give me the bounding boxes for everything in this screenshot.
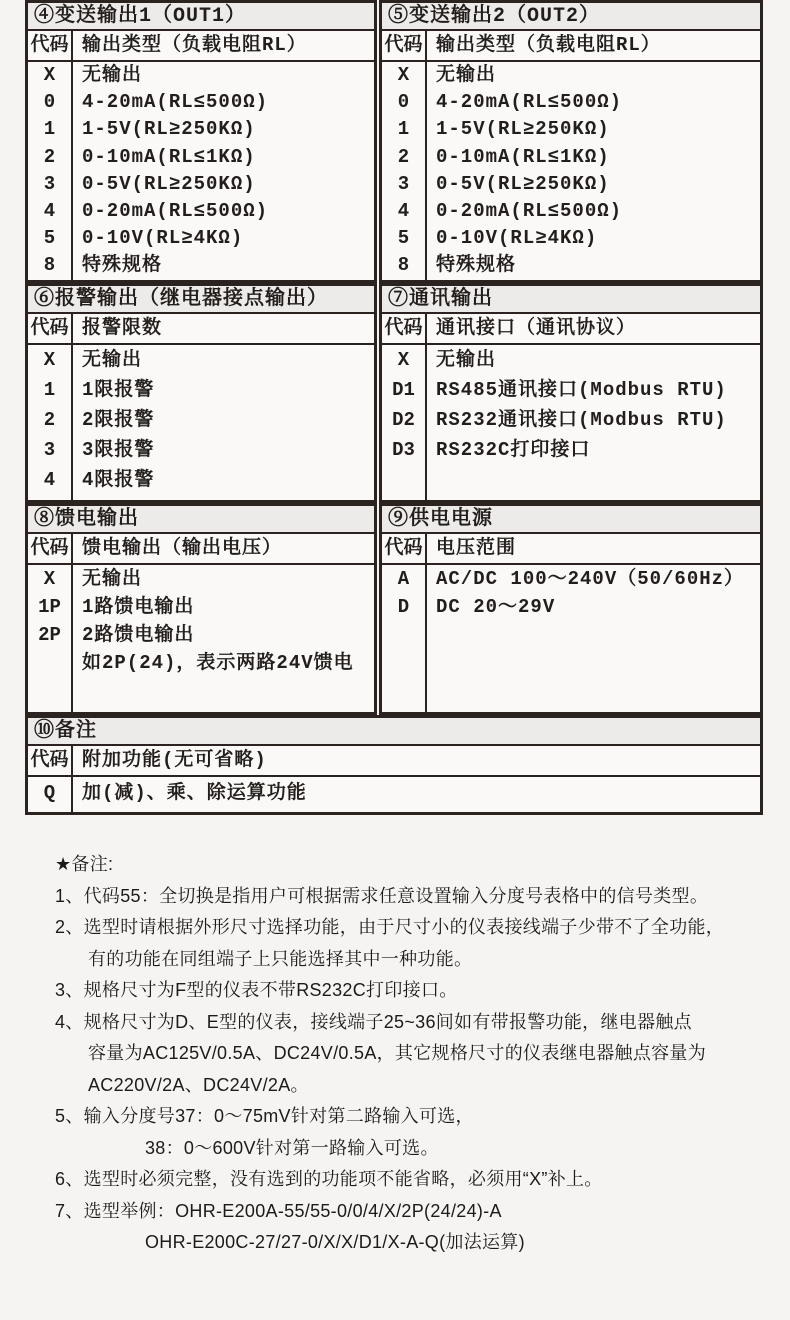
- table-title: ⑤变送输出2（OUT2）: [382, 3, 760, 31]
- code-cell: 4: [43, 469, 56, 491]
- code-cell: X: [397, 349, 410, 371]
- table-title: ⑦通讯输出: [382, 286, 760, 314]
- code-cell: 5: [43, 227, 56, 250]
- table-alarm-output: [25, 283, 377, 503]
- desc-column-header: 电压范围: [436, 537, 517, 559]
- table-title: ⑧馈电输出: [28, 506, 374, 534]
- desc-cell: 4-20mA(RL≤500Ω): [82, 91, 269, 114]
- code-cell: 0: [397, 91, 410, 114]
- desc-cell: 1路馈电输出: [82, 596, 195, 618]
- selection-tables: [25, 0, 763, 815]
- desc-cell: DC 20～29V: [436, 596, 556, 618]
- table-remark: [25, 715, 763, 815]
- code-column: [382, 62, 427, 280]
- note-line: 容量为AC125V/0.5A、DC24V/0.5A，其它规格尺寸的仪表继电器触点容量为: [88, 1043, 707, 1063]
- desc-cell: 无输出: [82, 64, 143, 86]
- desc-column-header: 输出类型（负载电阻RL）: [436, 34, 661, 56]
- code-cell: D3: [392, 439, 415, 461]
- desc-cell: 加(减)、乘、除运算功能: [82, 782, 307, 804]
- note-line: ★备注:: [55, 854, 114, 874]
- code-column-header: 代码: [28, 534, 73, 563]
- desc-cell: 0-20mA(RL≤500Ω): [436, 199, 623, 222]
- code-column: [28, 345, 73, 500]
- code-cell: 5: [397, 227, 410, 250]
- desc-cell: RS232通讯接口(Modbus RTU): [436, 409, 727, 431]
- code-column-header: 代码: [28, 31, 73, 60]
- desc-column: [73, 777, 760, 812]
- desc-cell: 无输出: [436, 64, 497, 86]
- code-cell: 2P: [38, 624, 61, 646]
- desc-cell: RS485通讯接口(Modbus RTU): [436, 379, 727, 401]
- code-column: [28, 62, 73, 280]
- desc-column-header: 馈电输出（输出电压）: [82, 537, 283, 559]
- desc-cell: 1-5V(RL≥250KΩ): [82, 118, 256, 141]
- note-line: 1、代码55：全切换是指用户可根据需求任意设置输入分度号表格中的信号类型。: [55, 885, 709, 906]
- table-out2: [379, 0, 763, 283]
- code-cell: 3: [397, 172, 410, 195]
- note-line: 6、选型时必须完整，没有选到的功能项不能省略，必须用“X”补上。: [55, 1169, 603, 1189]
- code-cell: D1: [392, 379, 415, 401]
- desc-column: [73, 345, 374, 500]
- table-feed-output: [25, 503, 377, 715]
- desc-cell: 无输出: [436, 349, 497, 371]
- code-cell: 4: [397, 199, 410, 222]
- table-comm-output: [379, 283, 763, 503]
- code-cell: 1P: [38, 596, 61, 618]
- table-title: ⑨供电电源: [382, 506, 760, 534]
- code-column-header: 代码: [28, 746, 73, 775]
- table-title: ⑥报警输出（继电器接点输出）: [28, 286, 374, 314]
- code-cell: 1: [43, 379, 56, 401]
- note-line: 7、选型举例：OHR-E200A-55/55-0/0/4/X/2P(24/24)-A: [55, 1200, 502, 1221]
- table-header-row: [28, 314, 374, 345]
- desc-column-header: 通讯接口（通讯协议）: [436, 317, 637, 339]
- section-remark: [25, 715, 763, 815]
- section-alarm-comm: [25, 283, 763, 503]
- code-cell: 8: [43, 254, 56, 277]
- desc-column: [73, 565, 374, 712]
- note-line: 有的功能在同组端子上只能选择其中一种功能。: [88, 948, 473, 969]
- desc-column: [427, 345, 760, 500]
- desc-cell: 4限报警: [82, 469, 155, 491]
- desc-cell: 1-5V(RL≥250KΩ): [436, 118, 610, 141]
- code-cell: X: [397, 64, 410, 86]
- table-body: [28, 345, 374, 500]
- code-cell: 4: [43, 199, 56, 222]
- desc-cell: 0-5V(RL≥250KΩ): [82, 172, 256, 195]
- desc-column: [73, 62, 374, 280]
- table-power-supply: [379, 503, 763, 715]
- code-cell: X: [43, 349, 56, 371]
- section-feed-supply: [25, 503, 763, 715]
- desc-cell: 无输出: [82, 349, 143, 371]
- desc-column-header: 附加功能(无可省略): [82, 749, 267, 771]
- table-header-row: [382, 534, 760, 565]
- code-cell: X: [43, 568, 56, 590]
- table-body: [28, 62, 374, 280]
- code-cell: 2: [43, 145, 56, 168]
- desc-column-header: 报警限数: [82, 317, 163, 339]
- code-column: [28, 777, 73, 812]
- desc-cell: 特殊规格: [82, 254, 163, 277]
- code-cell: Q: [43, 782, 56, 804]
- table-body: [382, 345, 760, 500]
- desc-cell: 0-10mA(RL≤1KΩ): [82, 145, 256, 168]
- code-column: [382, 565, 427, 712]
- table-body: [382, 62, 760, 280]
- table-body: [28, 565, 374, 712]
- code-cell: 2: [397, 145, 410, 168]
- desc-cell: 2限报警: [82, 409, 155, 431]
- desc-cell: AC/DC 100～240V（50/60Hz）: [436, 568, 745, 590]
- desc-cell: 3限报警: [82, 439, 155, 461]
- code-cell: X: [43, 64, 56, 86]
- desc-cell: 0-20mA(RL≤500Ω): [82, 199, 269, 222]
- desc-cell: RS232C打印接口: [436, 439, 591, 461]
- notes-section: [0, 849, 790, 1259]
- desc-column: [427, 62, 760, 280]
- desc-column-header: 输出类型（负载电阻RL）: [82, 34, 307, 56]
- code-column-header: 代码: [382, 534, 427, 563]
- desc-column: [427, 565, 760, 712]
- table-out1: [25, 0, 377, 283]
- desc-cell: 0-10V(RL≥4KΩ): [82, 227, 244, 250]
- table-header-row: [28, 746, 760, 777]
- code-cell: 1: [397, 118, 410, 141]
- code-cell: 0: [43, 91, 56, 114]
- code-column: [28, 565, 73, 712]
- note-line: 4、规格尺寸为D、E型的仪表，接线端子25~36间如有带报警功能，继电器触点: [55, 1011, 692, 1032]
- code-cell: 8: [397, 254, 410, 277]
- desc-cell: 1限报警: [82, 379, 155, 401]
- code-cell: D: [397, 596, 410, 618]
- note-line: OHR-E200C-27/27-0/X/X/D1/X-A-Q(加法运算): [145, 1232, 525, 1252]
- code-cell: 3: [43, 172, 56, 195]
- table-header-row: [28, 31, 374, 62]
- code-cell: 3: [43, 439, 56, 461]
- desc-cell: 4-20mA(RL≤500Ω): [436, 91, 623, 114]
- desc-cell: 0-10mA(RL≤1KΩ): [436, 145, 610, 168]
- code-cell: D2: [392, 409, 415, 431]
- table-body: [28, 777, 760, 812]
- code-cell: 2: [43, 409, 56, 431]
- table-header-row: [28, 534, 374, 565]
- code-column-header: 代码: [382, 31, 427, 60]
- code-cell: A: [397, 568, 410, 590]
- desc-cell: 2路馈电输出: [82, 624, 195, 646]
- code-cell: [28, 649, 71, 677]
- desc-cell: 0-10V(RL≥4KΩ): [436, 227, 598, 250]
- note-line: 2、选型时请根据外形尺寸选择功能，由于尺寸小的仪表接线端子少带不了全功能，: [55, 917, 725, 937]
- desc-cell: 无输出: [82, 568, 143, 590]
- note-line: 38：0～600V针对第一路输入可选。: [145, 1137, 439, 1158]
- desc-cell: 0-5V(RL≥250KΩ): [436, 172, 610, 195]
- table-body: [382, 565, 760, 712]
- code-column-header: 代码: [382, 314, 427, 343]
- table-header-row: [382, 314, 760, 345]
- section-transmit-outputs: [25, 0, 763, 283]
- code-cell: 1: [43, 118, 56, 141]
- table-header-row: [382, 31, 760, 62]
- note-line: 3、规格尺寸为F型的仪表不带RS232C打印接口。: [55, 980, 458, 1000]
- code-column-header: 代码: [28, 314, 73, 343]
- note-line: 5、输入分度号37：0～75mV针对第二路输入可选，: [55, 1106, 474, 1126]
- note-line: AC220V/2A、DC24V/2A。: [88, 1074, 309, 1095]
- desc-cell: 如2P(24)，表示两路24V馈电: [82, 652, 354, 674]
- table-title: ⑩备注: [28, 718, 760, 746]
- desc-cell: 特殊规格: [436, 254, 517, 277]
- code-column: [382, 345, 427, 500]
- table-title: ④变送输出1（OUT1）: [28, 3, 374, 31]
